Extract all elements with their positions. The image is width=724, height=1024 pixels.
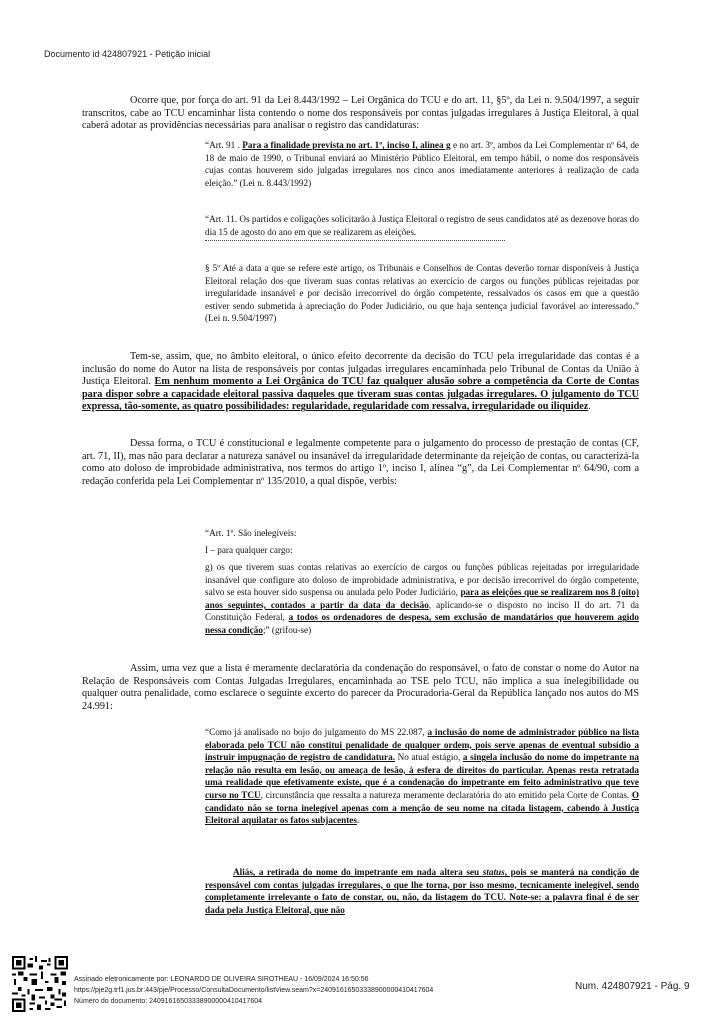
quote-emphasis: para as eleições que se realizarem nos 8 (oito) anos seguintes, contados a partir da data da decisão — [205, 587, 640, 610]
paragraph-text: Tem-se, assim, que, no âmbito eleitoral, o único efeito decorrente da decisão do TCU pela irregularidade das contas é a inclusão do nome do Autor na lista de responsáveis por contas julgadas irregulares encaminhada pelo Tribunal de Contas da União à Justiça Eleitoral. — [82, 351, 639, 388]
quote-text: ;” (grifou-se) — [262, 624, 312, 635]
footer-signature: Assinado eletronicamente por: LEONARDO DE OLIVEIRA SIROTHEAU - 16/09/2024 16:50:56 — [74, 976, 369, 983]
quote-emphasis: , pois se manterá na condição de responsável com contas julgadas irregulares, o que lhe torna, por isso mesmo, tecnicamente inelegível, sendo completamente irrelevante o fato de constar, ou, não, da listagem do TCU. Note-se: a palavra final é de ser dada pela Justiça Eleitoral, que não — [205, 867, 639, 915]
quote-art-91 — [205, 139, 639, 189]
quote-text: “Art. 91 . — [205, 140, 243, 150]
page-number: Num. 424807921 - Pág. 9 — [575, 981, 690, 992]
quote-paragraph-5: § 5º Até a data a que se refere este artigo, os Tribunais e Conselhos de Contas deverão tornar disponíveis à Justiça Eleitoral relação dos que tiveram suas contas relativas ao exercício de cargos ou funções públicas rejeitadas por irregularidade insanável e por decisão irrecorrível do órgão competente, ressalvados os casos em que a questão estiver sendo submetida à apreciação do Poder Judiciário, ou que haja sentença judicial favorável ao interessado.” (Lei n. 9.504/1997) — [205, 263, 639, 324]
quote-art-1-alinea-g — [205, 561, 639, 637]
quote-pgr-parecer — [205, 726, 639, 827]
qr-code-icon — [12, 956, 68, 1012]
quote-emphasis: a todos os ordenadores de despesa, sem exclusão de mandatários que houverem agido nessa condição — [205, 612, 639, 635]
ellipsis-divider — [205, 240, 505, 241]
paragraph-1: Ocorre que, por força do art. 91 da Lei 8.443/1992 – Lei Orgânica do TCU e do art. 11, §5º, da Lei n. 9.504/1997, a seguir transcritos, cabe ao TCU encaminhar lista contendo o nome dos responsáveis por contas julgadas irregulares à Justiça Eleitoral, à qual caberá adotar as providências necessárias para analisar o registro das candidaturas: — [82, 95, 639, 132]
quote-emphasis: Aliás, a retirada do nome do impetrante em nada altera seu — [233, 867, 483, 877]
quote-emphasis: a singela inclusão do nome do impetrante na relação não resulta em lesão, ou ameaça de lesão, à esfera de direitos do particular. Apenas resta retratada uma realidade que efetivamente existe, que é a condenação do impetrante em feito administrativo que teve curso no TCU — [205, 752, 640, 800]
paragraph-text: . — [588, 401, 591, 413]
quote-emphasis: Para a finalidade prevista no art. 1º, inciso I, alínea g — [242, 140, 451, 150]
paragraph-4: Assim, uma vez que a lista é meramente declaratória da condenação do responsável, o fato de constar o nome do Autor na Relação de Responsáveis com Contas Julgadas Irregulares, encaminhada ao TSE pelo TCU, não implica a sua inelegibilidade ou qualquer outra penalidade, como esclarece o seguinte excerto do parecer da Procuradoria-Geral da República lançado nos autos do MS 24.991: — [82, 663, 639, 712]
quote-emphasis-italic: status — [482, 867, 505, 877]
quote-text: “Como já analisado no bojo do julgamento do MS 22.087, — [205, 727, 428, 737]
footer-document-number: Número do documento: 24091616503338900000410417604 — [74, 998, 262, 1005]
quote-art-1-inciso: I – para qualquer cargo: — [205, 545, 293, 555]
quote-art-11: “Art. 11. Os partidos e coligações solicitarão à Justiça Eleitoral o registro de seus candidatos até as dezenove horas do dia 15 de agosto do ano em que se realizarem as eleições. — [205, 214, 639, 237]
footer-url[interactable]: https://pje2g.trf1.jus.br:443/pje/Processo/ConsultaDocumento/listView.seam?x=24091616503338900000410417604 — [74, 987, 434, 994]
paragraph-3: Dessa forma, o TCU é constitucional e legalmente competente para o julgamento do processo de prestação de contas (CF, art. 71, II), mas não para declarar a natureza sanável ou insanável da irregularidade determinante da rejeição de contas, ou caracterizá-la como ato doloso de improbidade administrativa, nos termos do artigo 1º, inciso I, alínea “g”, da Lei Complementar nº 64/90, com a redação conferida pela Lei Complementar nº 135/2010, a qual dispõe, verbis: — [82, 438, 639, 487]
quote-pgr-parecer-continued — [205, 866, 639, 916]
paragraph-2 — [82, 351, 639, 414]
quote-art-1-heading: “Art. 1º. São inelegíveis: — [205, 528, 297, 538]
quote-text: g) os que tiverem suas contas relativas ao exercício de cargos ou funções públicas rejeitadas por irregularidade insanável que configure ato doloso de improbidade administrativa, e por decisão irrecorrível do órgão competente, salvo se esta houver sido suspensa ou anulada pelo Poder Judiciário, — [205, 562, 639, 598]
document-header: Documento id 424807921 - Petição inicial — [44, 49, 211, 59]
paragraph-emphasis: Em nenhum momento a Lei Orgânica do TCU faz qualquer alusão sobre a competência da Corte de Contas para dispor sobre a capacidade eleitoral passiva daqueles que tiveram suas contas julgadas irregulares. O julgamento do TCU expressa, tão-somente, as quatro possibilidades: regularidade, regularidade com ressalva, irregularidade ou iliquidez — [82, 376, 639, 413]
quote-emphasis: a inclusão do nome de administrador público na lista elaborada pelo TCU não constitui penalidade de qualquer ordem, pois serve apenas de eventual subsídio a instruir impugnação de registro de candidatura. — [205, 727, 639, 763]
quote-text: . — [356, 815, 360, 826]
quote-emphasis: O candidato não se torna inelegível apenas com a menção de seu nome na citada listagem, cabendo à Justiça Eleitoral aquilatar os fatos subjacentes — [205, 789, 639, 826]
quote-text: , circunstância que ressalta a natureza meramente declaratória do ato emitido pela Corte de Contas. — [260, 789, 632, 800]
quote-text: No atual estágio, — [395, 752, 463, 763]
quote-text: e no art. 3º, ambos da Lei Complementar nº 64, de 18 de maio de 1990, o Tribunal enviará ao Ministério Público Eleitoral, em tempo hábil, o nome dos responsáveis cujas contas houverem sido julgadas irregulares nos cinco anos imediatamente anteriores à realização de cada eleição.” (Lei n. 8.443/1992) — [205, 140, 639, 188]
quote-text: , aplicando-se o disposto no inciso II do art. 71 da Constituição Federal, — [205, 599, 640, 623]
